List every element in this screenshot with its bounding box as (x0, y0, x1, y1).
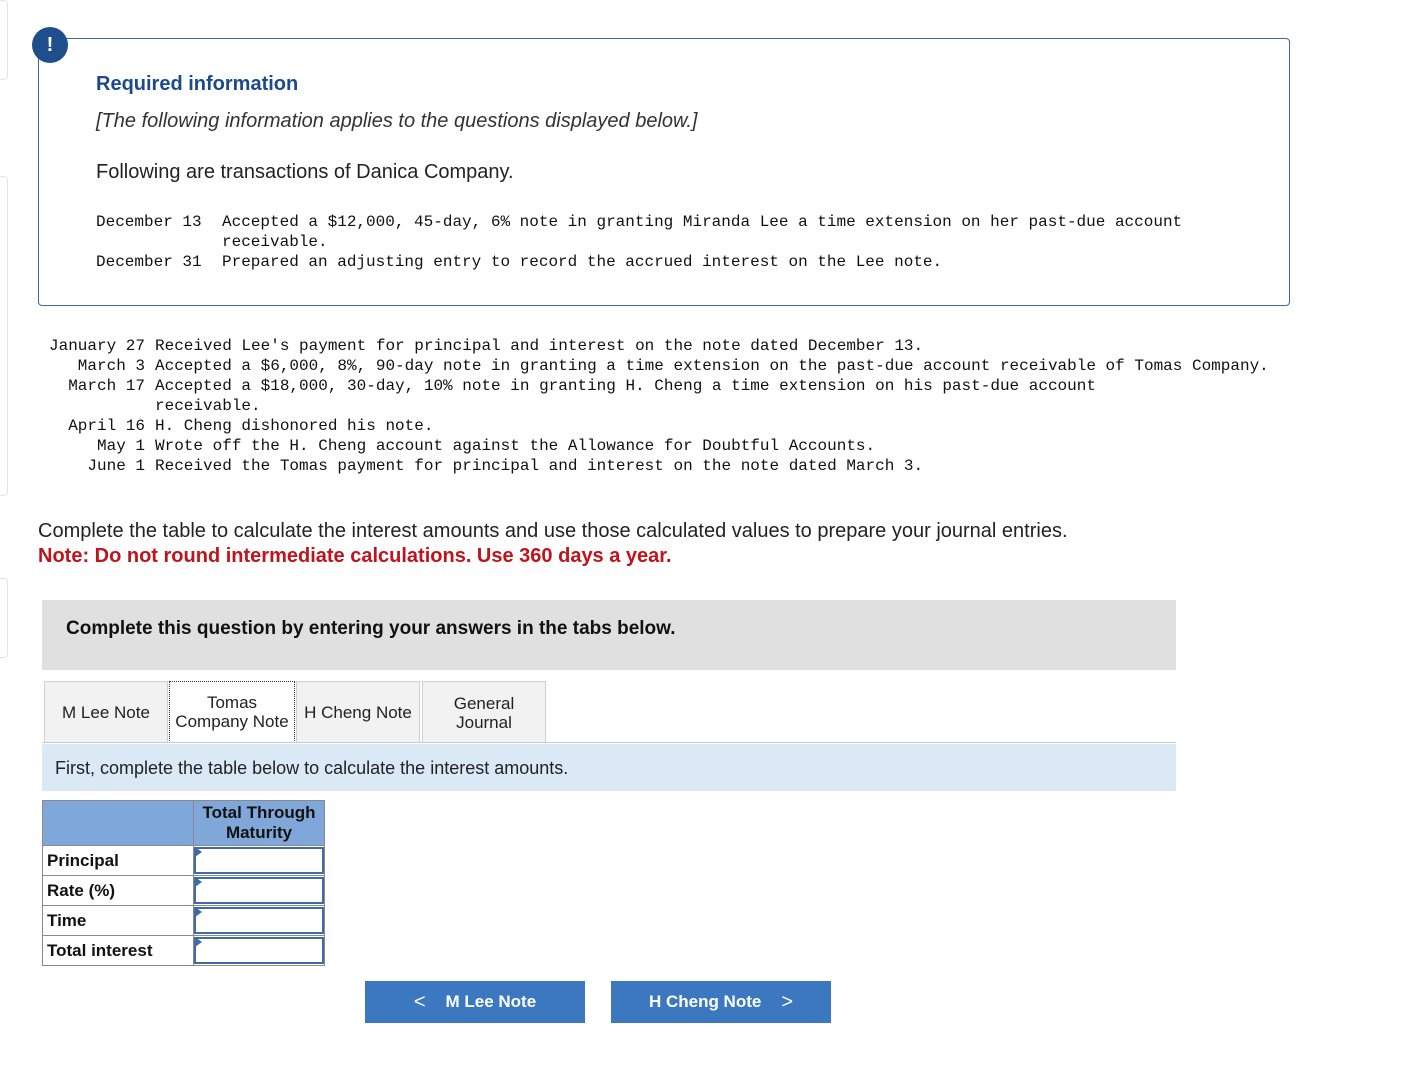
row-label-principal: Principal (43, 846, 194, 876)
total-interest-input[interactable] (194, 937, 324, 964)
row-label-rate: Rate (%) (43, 876, 194, 906)
column-header-total-through-maturity (194, 801, 325, 846)
time-cell (194, 906, 325, 936)
left-edge-tab-bottom (0, 176, 8, 496)
transaction-text: Wrote off the H. Cheng account against the Allowance for Doubtful Accounts. (155, 437, 876, 455)
transaction-text: Accepted a $18,000, 30-day, 10% note in granting H. Cheng a time extension on his past-due account receivable. (155, 377, 1096, 415)
transaction-date: January 27 (48, 337, 145, 355)
transaction-row (38, 436, 1278, 456)
tab-label-line2: Journal (456, 712, 512, 732)
alert-icon: ! (32, 27, 68, 63)
question-banner-text: Complete this question by entering your answers in the tabs below. (66, 618, 676, 639)
transaction-row (38, 336, 1278, 356)
tab-label-line1: General (453, 693, 515, 713)
transaction-date: March 3 (77, 357, 145, 375)
tab-strip-divider (42, 742, 1176, 743)
rate-cell (194, 876, 325, 906)
left-edge-tab-top (0, 0, 8, 80)
question-banner (42, 600, 1176, 670)
tab-tomas-company-note[interactable] (169, 681, 295, 743)
rounding-note: Note: Do not round intermediate calculations. Use 360 days a year. (38, 545, 672, 567)
chevron-right-icon: > (781, 990, 794, 1013)
input-marker-icon (195, 877, 202, 887)
header-line1: Total Through (202, 803, 316, 822)
tab-m-lee-note[interactable] (44, 681, 168, 743)
time-input[interactable] (194, 907, 324, 934)
next-h-cheng-note-button[interactable] (611, 981, 831, 1023)
input-marker-icon (195, 907, 202, 917)
table-row (43, 936, 325, 966)
table-row (43, 876, 325, 906)
header-blank-cell (43, 801, 194, 846)
transaction-text: Accepted a $12,000, 45-day, 6% note in granting Miranda Lee a time extension on her past-due account receivable. (222, 213, 1183, 251)
transaction-row (38, 456, 1278, 476)
header-line2: Maturity (225, 823, 293, 842)
tab-label-line2: Company Note (175, 712, 289, 731)
chevron-left-icon: < (413, 990, 426, 1013)
principal-cell (194, 846, 325, 876)
next-button-label: H Cheng Note (648, 992, 762, 1011)
left-edge-tab-lower (0, 578, 8, 658)
tab-h-cheng-note[interactable] (296, 681, 420, 743)
instructions-text: Complete the table to calculate the interest amounts and use those calculated values to prepare your journal entries. (38, 520, 1068, 542)
tab-label (175, 693, 288, 731)
transactions-intro: Following are transactions of Danica Company. (96, 161, 514, 183)
transaction-text: Received Lee's payment for principal and interest on the note dated December 13. (155, 337, 924, 355)
prev-m-lee-note-button[interactable] (365, 981, 585, 1023)
transaction-text: Accepted a $6,000, 8%, 90-day note in granting a time extension on the past-due account receivable of Tomas Company. (155, 357, 1269, 375)
input-marker-icon (195, 847, 202, 857)
transaction-date: May 1 (96, 437, 145, 455)
transaction-date: March 17 (68, 377, 145, 395)
table-row (43, 846, 325, 876)
required-information-subtitle: [The following information applies to the questions displayed below.] (96, 110, 698, 132)
transaction-row (38, 376, 1278, 416)
info-transactions-list (96, 212, 1206, 272)
transaction-row (96, 252, 1206, 272)
required-information-title: Required information (96, 73, 299, 95)
tab-label-line1: Tomas (206, 693, 258, 712)
row-label-total-interest: Total interest (43, 936, 194, 966)
transaction-text: Received the Tomas payment for principal and interest on the note dated March 3. (155, 457, 924, 475)
total-interest-cell (194, 936, 325, 966)
transaction-row (38, 416, 1278, 436)
tab-panel-hint (42, 744, 1176, 791)
tab-label: H Cheng Note (304, 703, 412, 722)
required-information-box (38, 38, 1290, 306)
prev-button-label: M Lee Note (445, 992, 537, 1011)
row-label-time: Time (43, 906, 194, 936)
tab-label: M Lee Note (62, 703, 150, 722)
transaction-text: H. Cheng dishonored his note. (155, 417, 434, 435)
tab-label (454, 694, 514, 732)
input-marker-icon (195, 937, 202, 947)
transactions-list (38, 336, 1278, 476)
tab-general-journal[interactable] (422, 681, 546, 743)
interest-calculation-table (42, 800, 325, 966)
table-row (43, 906, 325, 936)
rate-input[interactable] (194, 877, 324, 904)
panel-hint-text: First, complete the table below to calculate the interest amounts. (55, 758, 569, 778)
transaction-row (38, 356, 1278, 376)
principal-input[interactable] (194, 847, 324, 874)
transaction-date: December 13 (96, 213, 202, 231)
transaction-date: December 31 (96, 253, 202, 271)
transaction-row (96, 212, 1206, 252)
table-header-row (43, 801, 325, 846)
transaction-date: June 1 (87, 457, 145, 475)
transaction-date: April 16 (68, 417, 145, 435)
transaction-text: Prepared an adjusting entry to record the accrued interest on the Lee note. (222, 253, 943, 271)
